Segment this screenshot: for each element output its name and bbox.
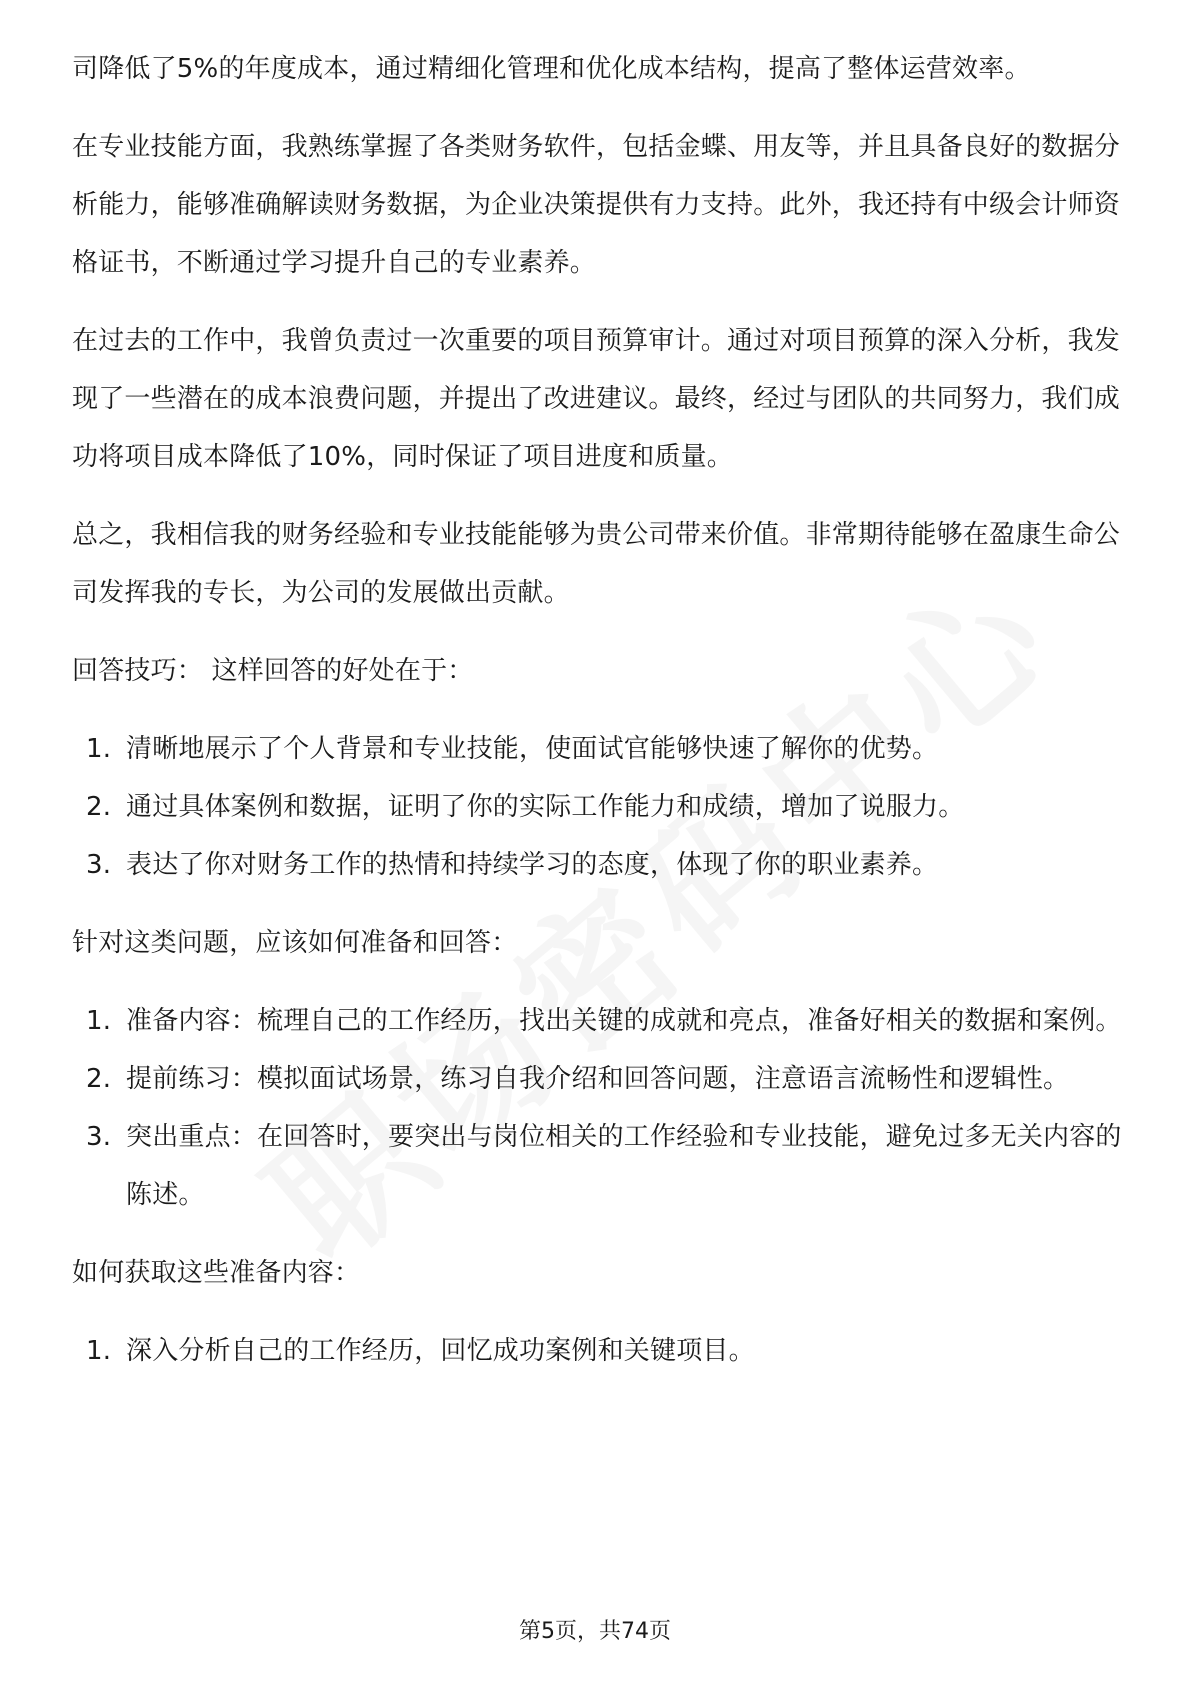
list-item-text: 深入分析自己的工作经历，回忆成功案例和关键项目。	[126, 1336, 755, 1366]
tips-heading: 回答技巧： 这样回答的好处在于：	[72, 656, 474, 686]
list-item-text: 表达了你对财务工作的热情和持续学习的态度，体现了你的职业素养。	[126, 850, 939, 880]
acquire-list	[72, 1322, 1122, 1380]
acquire-heading: 如何获取这些准备内容：	[72, 1258, 361, 1288]
list-item-text: 通过具体案例和数据，证明了你的实际工作能力和成绩，增加了说服力。	[126, 792, 965, 822]
list-item-text: 准备内容：梳理自己的工作经历，找出关键的成就和亮点，准备好相关的数据和案例。	[126, 1006, 1122, 1036]
list-item	[72, 836, 1122, 894]
list-item	[72, 778, 1122, 836]
list-number: 3.	[86, 850, 112, 880]
list-number: 2.	[86, 792, 112, 822]
tips-list	[72, 720, 1122, 894]
list-item	[72, 720, 1122, 778]
paragraph-conclusion: 总之，我相信我的财务经验和专业技能能够为贵公司带来价值。非常期待能够在盈康生命公司发挥我的专长，为公司的发展做出贡献。	[72, 520, 1121, 608]
list-number: 1.	[86, 1006, 112, 1036]
list-item	[72, 1108, 1122, 1224]
paragraph-cost-reduction: 司降低了5%的年度成本，通过精细化管理和优化成本结构，提高了整体运营效率。	[72, 54, 1031, 84]
list-item	[72, 992, 1122, 1050]
document-body	[72, 40, 1122, 1400]
list-item	[72, 1322, 1122, 1380]
prepare-heading: 针对这类问题，应该如何准备和回答：	[72, 928, 518, 958]
list-item	[72, 1050, 1122, 1108]
paragraph-project-audit: 在过去的工作中，我曾负责过一次重要的项目预算审计。通过对项目预算的深入分析，我发现了一些潜在的成本浪费问题，并提出了改进建议。最终，经过与团队的共同努力，我们成功将项目成本降低了10%，同时保证了项目进度和质量。	[72, 326, 1121, 472]
page-footer: 第5页，共74页	[519, 1619, 671, 1644]
prepare-list	[72, 992, 1122, 1224]
list-number: 2.	[86, 1064, 112, 1094]
paragraph-professional-skills: 在专业技能方面，我熟练掌握了各类财务软件，包括金蝶、用友等，并且具备良好的数据分析能力，能够准确解读财务数据，为企业决策提供有力支持。此外，我还持有中级会计师资格证书，不断通过学习提升自己的专业素养。	[72, 132, 1121, 278]
list-number: 1.	[86, 1336, 112, 1366]
list-item-text: 突出重点：在回答时，要突出与岗位相关的工作经验和专业技能，避免过多无关内容的陈述。	[126, 1122, 1122, 1210]
list-number: 3.	[86, 1122, 112, 1152]
list-item-text: 提前练习：模拟面试场景，练习自我介绍和回答问题，注意语言流畅性和逻辑性。	[126, 1064, 1070, 1094]
list-item-text: 清晰地展示了个人背景和专业技能，使面试官能够快速了解你的优势。	[126, 734, 939, 764]
list-number: 1.	[86, 734, 112, 764]
